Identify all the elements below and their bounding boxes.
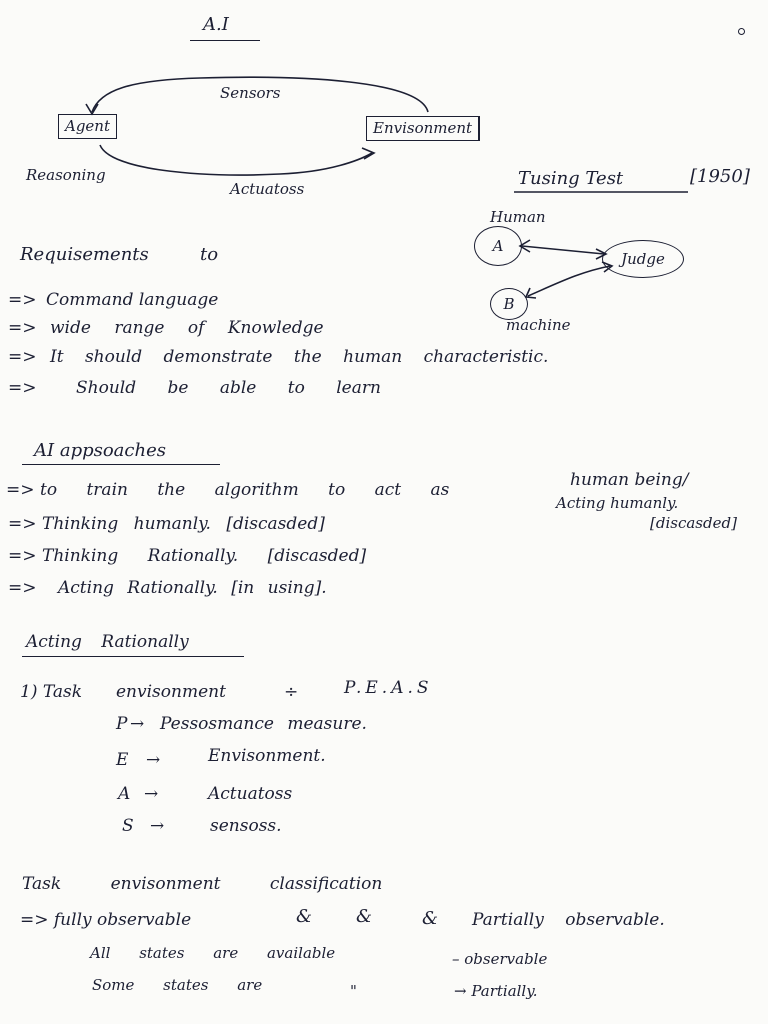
classification-line: Some states are	[92, 976, 263, 994]
classification-note: – observable	[452, 950, 548, 968]
arrow-icon: →	[146, 750, 161, 770]
node-b: B	[490, 288, 528, 320]
requirement-item: Command language	[46, 290, 219, 310]
peas-key: S	[122, 816, 134, 836]
requirement-item: It should demonstrate the human characteristic.	[50, 347, 549, 367]
approach-item: Acting Rationally. [in using].	[58, 578, 327, 598]
requirements-to: to	[200, 244, 219, 265]
peas-value: Envisonment.	[208, 746, 326, 766]
approach-item: Thinking humanly. [discasded]	[42, 514, 325, 534]
reasoning-label: Reasoning	[26, 166, 106, 184]
peas-value: sensoss.	[210, 816, 282, 836]
arrow-icon: →	[150, 816, 165, 836]
bullet: =>	[8, 290, 37, 310]
sensors-label: Sensors	[220, 84, 281, 102]
approach-item: to train the algorithm to act as	[40, 480, 450, 500]
ampersand-scribble: &	[296, 906, 313, 927]
peas-value: Actuatoss	[208, 784, 293, 804]
task-env: envisonment	[116, 682, 226, 702]
side-note: [discasded]	[650, 514, 737, 532]
agent-box: Agent	[58, 114, 117, 139]
arrow-icon: →	[144, 784, 159, 804]
actuators-label: Actuatoss	[230, 180, 305, 198]
bullet: =>	[8, 514, 37, 534]
environment-box: Envisonment	[366, 116, 480, 141]
bullet: =>	[8, 318, 37, 338]
requirement-item: Should be able to learn	[76, 378, 381, 398]
classification-heading: Task envisonment classification	[22, 874, 383, 894]
page-title: A.I	[203, 14, 229, 35]
node-a: A	[474, 226, 522, 266]
task-prefix: 1) Task	[20, 682, 83, 702]
peas-key: E	[116, 750, 129, 770]
peas: P.E.A.S	[344, 678, 433, 698]
requirements-heading: Requisements	[20, 244, 149, 265]
ampersand: &	[422, 908, 439, 929]
bullet: =>	[6, 480, 35, 500]
partially-observable: Partially observable.	[472, 910, 665, 930]
requirement-item: wide range of Knowledge	[50, 318, 324, 338]
approaches-heading: AI appsoaches	[34, 440, 166, 461]
divider: ÷	[284, 682, 299, 702]
ampersand-scribble: &	[356, 906, 373, 927]
ditto-mark: "	[350, 982, 357, 1000]
peas-key: P	[116, 714, 128, 734]
fully-observable: => fully observable	[20, 910, 192, 930]
classification-note: → Partially.	[454, 982, 538, 1000]
acting-heading: Acting Rationally	[26, 632, 189, 652]
bullet: =>	[8, 546, 37, 566]
peas-key: A	[118, 784, 131, 804]
bullet: =>	[8, 347, 37, 367]
approach-item: Thinking Rationally. [discasded]	[42, 546, 367, 566]
bullet: =>	[8, 378, 37, 398]
human-label: Human	[490, 208, 546, 226]
side-note: human being/	[570, 470, 689, 490]
arrow-icon: →	[130, 714, 145, 734]
judge-node: Judge	[602, 240, 684, 278]
machine-label: machine	[506, 316, 571, 334]
turing-year: [1950]	[690, 166, 750, 187]
approaches-underline	[22, 464, 220, 465]
acting-underline	[22, 656, 244, 657]
turing-title: Tusing Test	[518, 168, 624, 189]
classification-line: All states are available	[90, 944, 336, 962]
side-note: Acting humanly.	[556, 494, 679, 512]
peas-value: Pessosmance measure.	[160, 714, 367, 734]
bullet: =>	[8, 578, 37, 598]
